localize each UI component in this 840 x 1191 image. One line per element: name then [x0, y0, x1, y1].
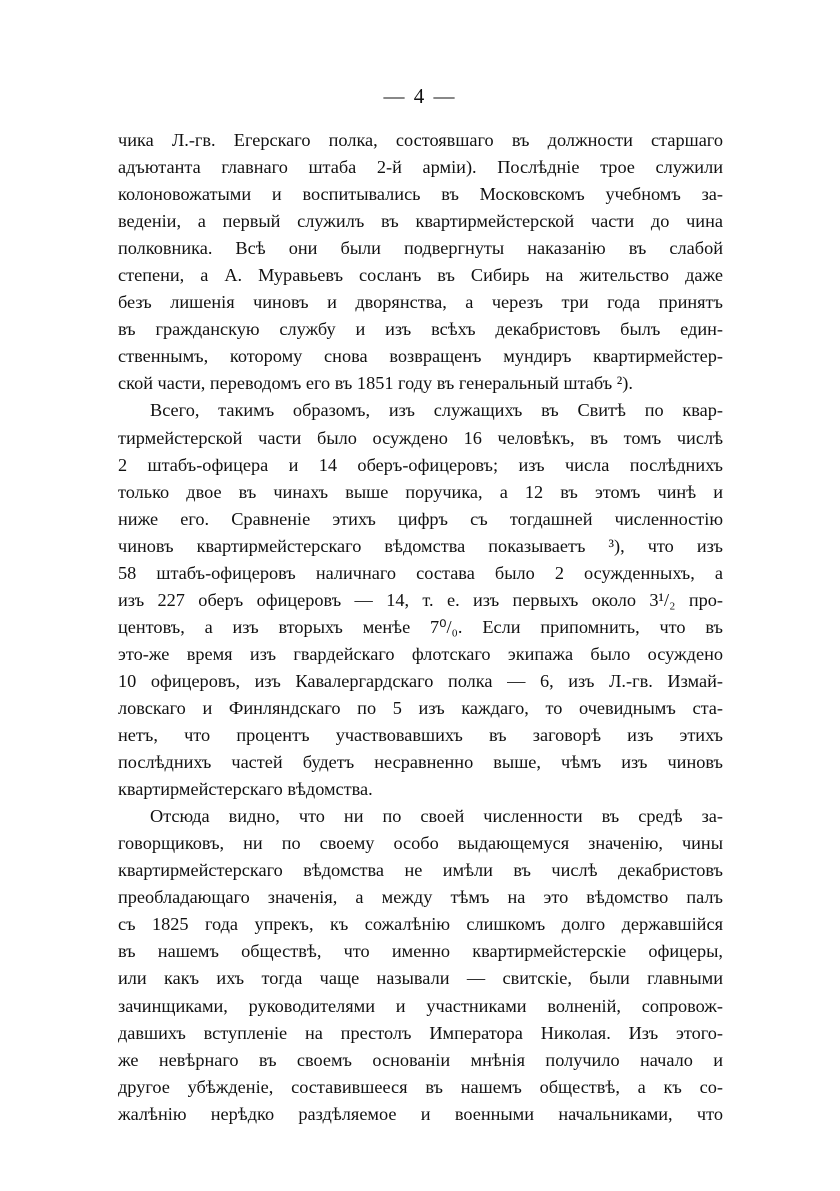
text-line: степени, а А. Муравьевъ сосланъ въ Сибирь на жительство даже: [118, 265, 723, 286]
text-line: нетъ, что процентъ участвовавшихъ въ заговорѣ изъ этихъ: [118, 725, 723, 746]
text-line: ственнымъ, которому снова возвращенъ мундиръ квартирмейстер-: [118, 346, 723, 367]
text-line: колоновожатыми и воспитывались въ Московскомъ учебномъ за-: [118, 184, 723, 205]
text-line: же невѣрнаго въ своемъ основаніи мнѣнія получило начало и: [118, 1049, 723, 1070]
text-line: говорщиковъ, ни по своему особо выдающемуся значенію, чины: [118, 833, 723, 854]
text-line: ловскаго и Финляндскаго по 5 изъ каждаго, то очевиднымъ ста-: [118, 697, 723, 718]
paragraph: [118, 397, 723, 803]
body-text: [118, 127, 723, 1128]
text-line: Всего, такимъ образомъ, изъ служащихъ въ Свитѣ по квар-: [150, 400, 723, 421]
text-line: центовъ, а изъ вторыхъ менѣе 7⁰/₀. Если припомнить, что въ: [118, 616, 723, 637]
text-line: 10 офицеровъ, изъ Кавалергардскаго полка — 6, изъ Л.-гв. Измай-: [118, 670, 723, 691]
text-line: Отсюда видно, что ни по своей численности въ средѣ за-: [150, 806, 723, 827]
text-line: изъ 227 оберъ офицеровъ — 14, т. е. изъ первыхъ около 3¹/₂ про-: [118, 589, 723, 610]
text-line: давшихъ вступленіе на престолъ Императора Николая. Изъ этого-: [118, 1022, 723, 1043]
paragraph: [118, 127, 723, 397]
paragraph: [118, 803, 723, 1128]
text-line: ской части, переводомъ его въ 1851 году въ генеральный штабъ ²).: [118, 373, 633, 394]
text-line: 2 штабъ-офицера и 14 оберъ-офицеровъ; изъ числа послѣднихъ: [118, 454, 723, 475]
text-line: адъютанта главнаго штаба 2-й арміи). Послѣдніе трое служили: [118, 157, 723, 178]
text-line: преобладающаго значенія, а между тѣмъ на это вѣдомство палъ: [118, 887, 723, 908]
text-line: 58 штабъ-офицеровъ наличнаго состава было 2 осужденныхъ, а: [118, 562, 723, 583]
page-number: — 4 —: [383, 84, 457, 108]
text-line: съ 1825 года упрекъ, къ сожалѣнію слишкомъ долго державшійся: [118, 914, 723, 935]
text-line: чиновъ квартирмейстерскаго вѣдомства показываетъ ³), что изъ: [118, 535, 723, 556]
text-line: безъ лишенія чиновъ и дворянства, а черезъ три года принятъ: [118, 292, 723, 313]
text-line: это-же время изъ гвардейскаго флотскаго экипажа было осуждено: [118, 643, 723, 664]
text-line: только двое въ чинахъ выше поручика, а 12 въ этомъ чинѣ и: [118, 481, 723, 502]
text-line: въ нашемъ обществѣ, что именно квартирмейстерскіе офицеры,: [118, 941, 723, 962]
text-line: другое убѣжденіе, составившееся въ нашемъ обществѣ, а къ со-: [118, 1076, 723, 1097]
text-line: въ гражданскую службу и изъ всѣхъ декабристовъ былъ един-: [118, 319, 723, 340]
text-line: веденіи, а первый служилъ въ квартирмейстерской части до чина: [118, 211, 723, 232]
text-line: послѣднихъ частей будетъ несравненно выше, чѣмъ изъ чиновъ: [118, 752, 723, 773]
text-line: или какъ ихъ тогда чаще называли — свитскіе, были главными: [118, 968, 723, 989]
text-line: тирмейстерской части было осуждено 16 человѣкъ, въ томъ числѣ: [118, 427, 723, 448]
text-line: жалѣнію нерѣдко раздѣляемое и военными начальниками, что: [118, 1103, 723, 1124]
text-line: зачинщиками, руководителями и участниками волненій, сопровож-: [118, 995, 723, 1016]
text-line: квартирмейстерскаго вѣдомства не имѣли въ числѣ декабристовъ: [118, 860, 723, 881]
text-line: чика Л.-гв. Егерскаго полка, состоявшаго въ должности старшаго: [118, 130, 723, 150]
text-line: ниже его. Сравненіе этихъ цифръ съ тогдашней численностію: [118, 508, 723, 529]
text-line: квартирмейстерскаго вѣдомства.: [118, 779, 373, 800]
text-line: полковника. Всѣ они были подвергнуты наказанію въ слабой: [118, 238, 723, 259]
